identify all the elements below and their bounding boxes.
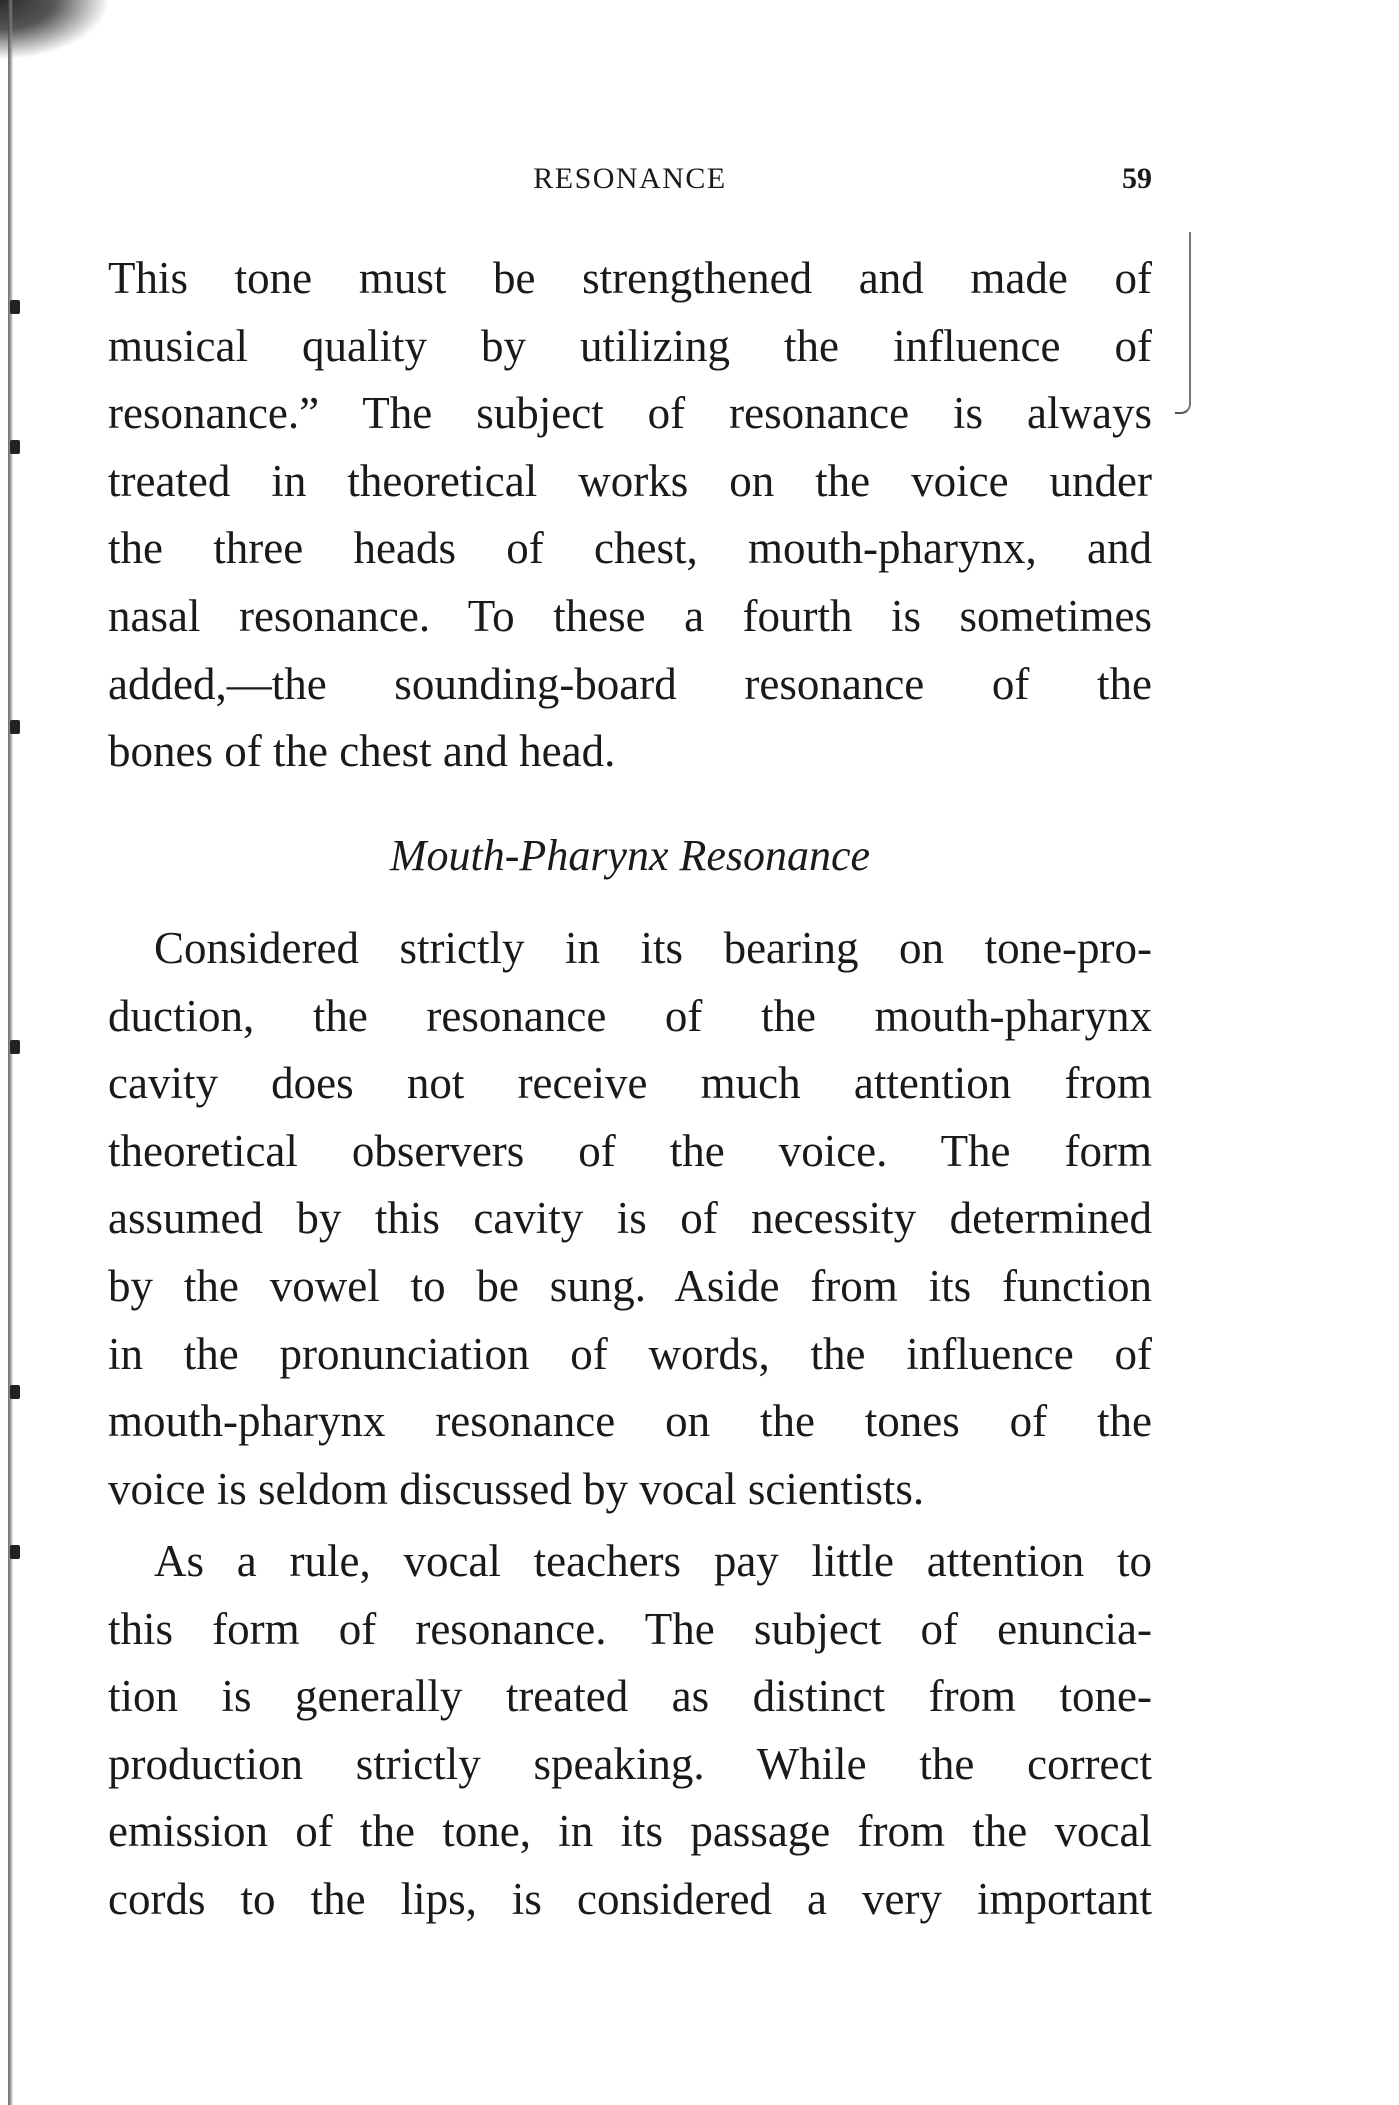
- running-head: [108, 162, 1152, 202]
- text-line: theoretical observers of the voice. The form: [108, 1125, 1152, 1176]
- text-line: As a rule, vocal teachers pay little attention to: [154, 1536, 1152, 1586]
- text-line: mouth-pharynx resonance on the tones of the: [108, 1396, 1152, 1447]
- text-line: this form of resonance. The subject of enuncia-: [108, 1603, 1152, 1654]
- text-line: cavity does not receive much attention from: [108, 1058, 1152, 1109]
- paragraph-3: [108, 1528, 1152, 1934]
- text-line: in the pronunciation of words, the influence of: [108, 1328, 1152, 1379]
- text-line: duction, the resonance of the mouth-pharynx: [108, 990, 1152, 1041]
- text-line: production strictly speaking. While the correct: [108, 1738, 1152, 1789]
- text-line: cords to the lips, is considered a very important: [108, 1873, 1152, 1924]
- running-title: RESONANCE: [533, 162, 727, 195]
- paragraph-2: [108, 915, 1152, 1523]
- text-line: resonance.” The subject of resonance is always: [108, 388, 1152, 439]
- text-line: musical quality by utilizing the influence of: [108, 320, 1152, 371]
- text-line: by the vowel to be sung. Aside from its function: [108, 1260, 1152, 1311]
- page-number: 59: [1122, 162, 1152, 195]
- text-line: emission of the tone, in its passage from the vocal: [108, 1806, 1152, 1857]
- text-line: bones of the chest and head.: [108, 726, 616, 777]
- text-line: nasal resonance. To these a fourth is sometimes: [108, 590, 1152, 641]
- text-line: tion is generally treated as distinct from tone-: [108, 1671, 1152, 1722]
- text-line: This tone must be strengthened and made of: [108, 253, 1152, 303]
- text-line: voice is seldom discussed by vocal scientists.: [108, 1463, 925, 1514]
- margin-pencil-mark: [1175, 232, 1191, 414]
- text-line: treated in theoretical works on the voice under: [108, 455, 1152, 506]
- scan-binding-shadow: [0, 0, 110, 60]
- text-line: Considered strictly in its bearing on tone-pro-: [154, 923, 1152, 973]
- text-line: assumed by this cavity is of necessity determined: [108, 1193, 1152, 1244]
- section-heading: Mouth-Pharynx Resonance: [389, 831, 871, 880]
- text-line: added,—the sounding-board resonance of the: [108, 658, 1152, 709]
- paragraph-1: [108, 245, 1152, 786]
- text-line: the three heads of chest, mouth-pharynx, and: [108, 523, 1152, 574]
